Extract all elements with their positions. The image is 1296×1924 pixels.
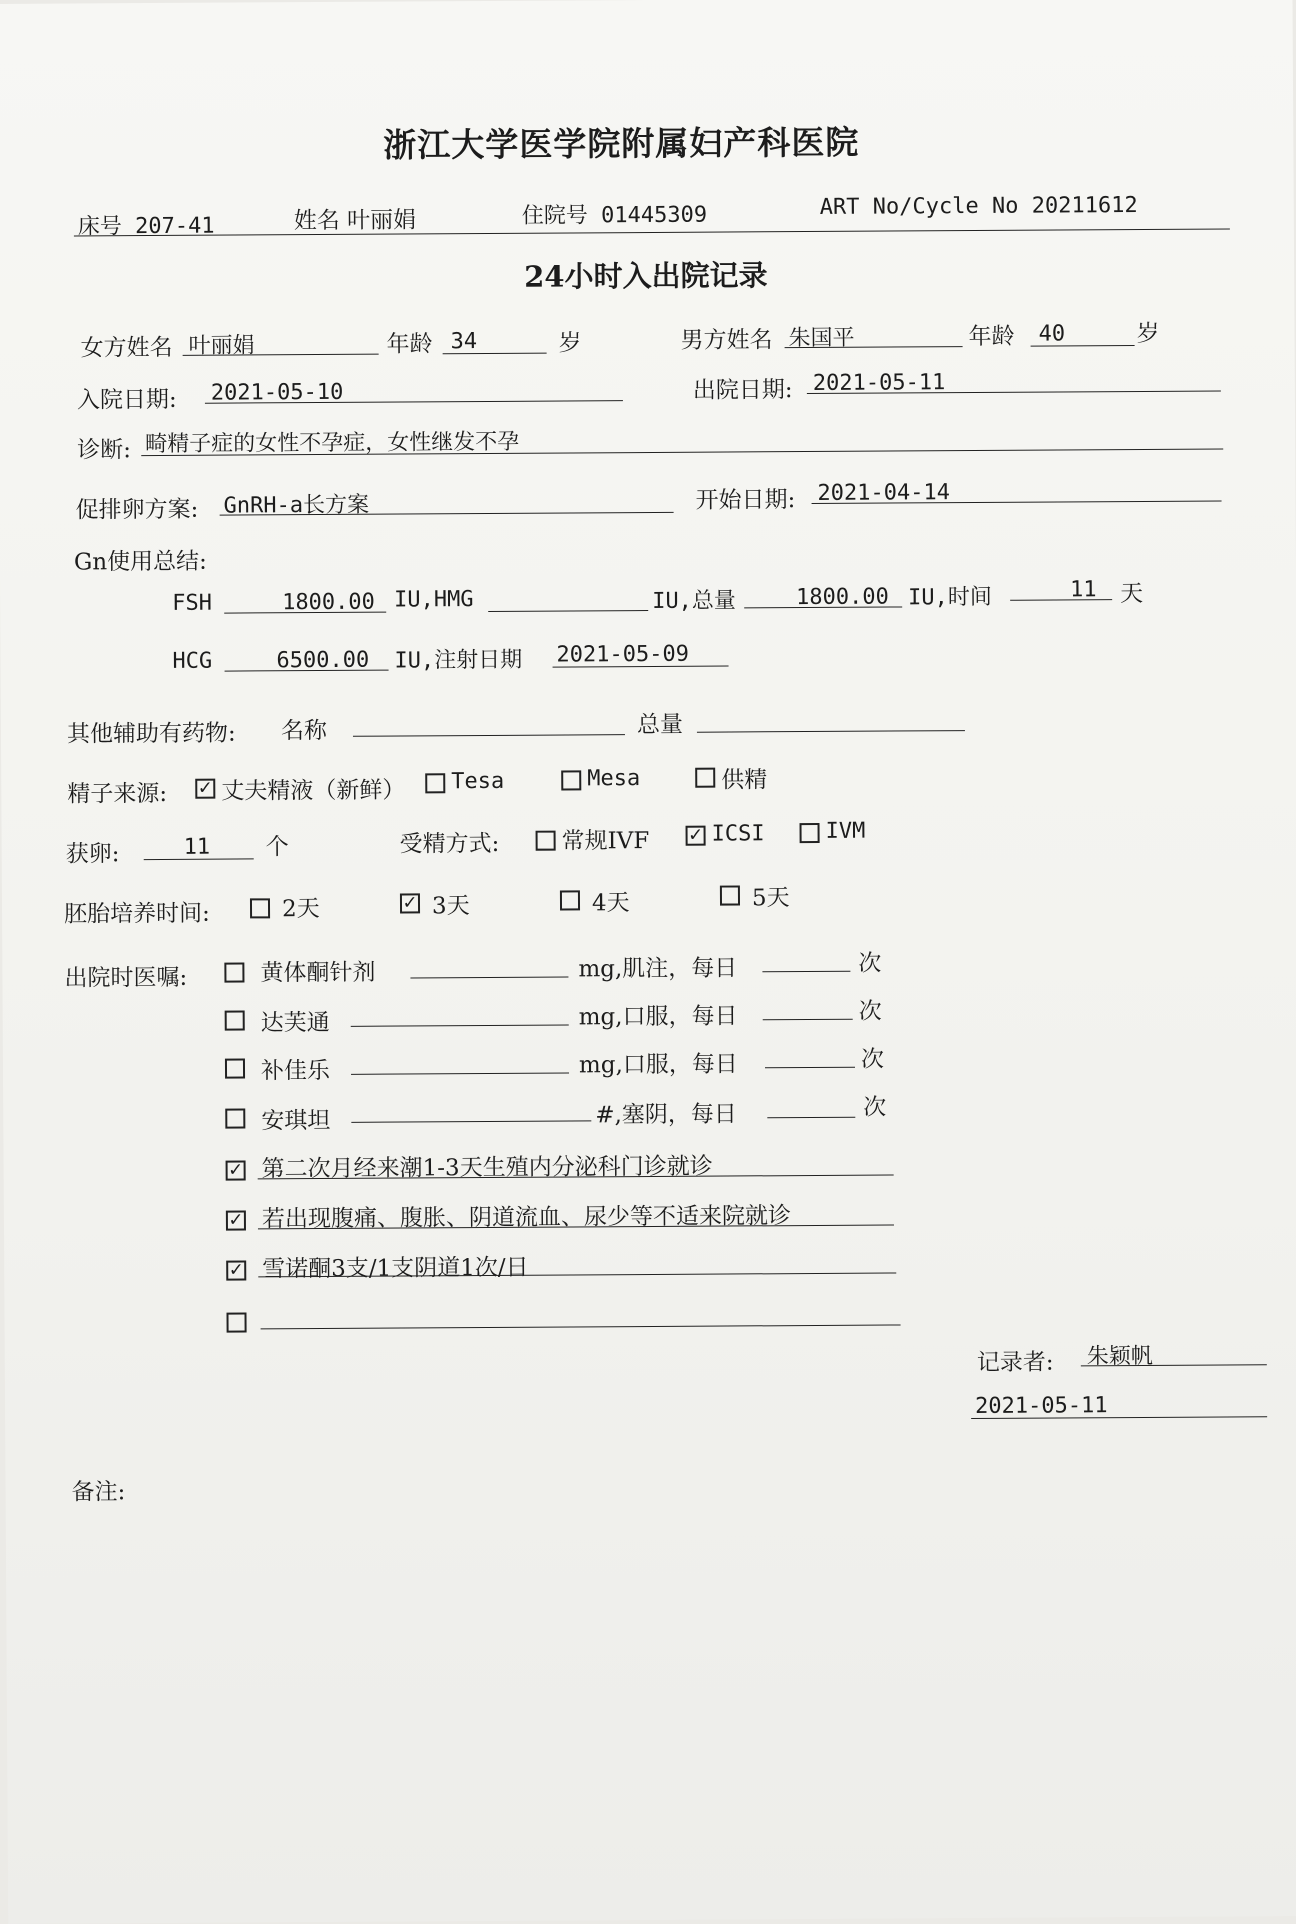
gn-summary-label: Gn使用总结: — [73, 548, 207, 576]
sperm-option-checkbox[interactable] — [425, 773, 445, 793]
fsh-label: FSH — [172, 590, 212, 616]
fert-option-label: 常规IVF — [561, 827, 650, 855]
female-name-value[interactable]: 叶丽娟 — [188, 333, 255, 359]
other-drugs-name-line — [353, 734, 625, 737]
female-name-label: 女方姓名 — [80, 334, 173, 362]
admit-date-value[interactable]: 2021-05-10 — [210, 379, 344, 406]
orders-label: 出院时医嘱: — [64, 964, 188, 992]
med-name: 补佳乐 — [260, 1057, 331, 1085]
fsh-value[interactable]: 1800.00 — [282, 589, 375, 616]
sperm-option-checkbox[interactable] — [695, 768, 715, 788]
remarks-label: 备注: — [71, 1479, 126, 1506]
med-freq: 次 — [858, 998, 882, 1025]
admit-date-label: 入院日期: — [76, 386, 177, 414]
sperm-option-checkbox[interactable] — [195, 779, 215, 799]
med-unit: mg,肌注，每日 — [578, 955, 738, 983]
eggs-unit: 个 — [265, 834, 289, 861]
header-rule — [74, 228, 1230, 236]
note-text[interactable]: 雪诺酮3支/1支阴道1次/日 — [262, 1254, 529, 1283]
med-unit: mg,口服，每日 — [578, 1003, 738, 1031]
male-name-value[interactable]: 朱国平 — [788, 325, 855, 352]
culture-option-checkbox[interactable] — [720, 885, 740, 905]
iu-hmg-label: IU,HMG — [394, 587, 474, 613]
culture-option-label: 4天 — [591, 890, 630, 917]
fert-option-checkbox[interactable] — [800, 823, 820, 843]
discharge-date-value[interactable]: 2021-05-11 — [812, 370, 946, 396]
start-date-value[interactable]: 2021-04-14 — [817, 480, 951, 506]
culture-label: 胚胎培养时间: — [63, 900, 210, 928]
note-text[interactable]: 第二次月经来潮1-3天生殖内分泌科门诊就诊 — [261, 1153, 713, 1183]
recorder-name[interactable]: 朱颖帆 — [1086, 1343, 1153, 1370]
discharge-date-label: 出院日期: — [692, 377, 793, 404]
med-freq: 次 — [858, 950, 882, 977]
protocol-label: 促排卵方案: — [75, 496, 199, 524]
recorder-name-line — [1081, 1364, 1267, 1366]
culture-option-label: 3天 — [431, 893, 470, 920]
sperm-source-label: 精子来源: — [67, 780, 168, 808]
note-text[interactable]: 若出现腹痛、腹胀、阴道流血、尿少等不适来院就诊 — [261, 1203, 791, 1233]
other-drugs-name-label: 名称 — [280, 717, 328, 745]
culture-option-checkbox[interactable] — [250, 898, 270, 918]
recorder-label: 记录者: — [976, 1349, 1054, 1377]
other-drugs-total-line — [697, 730, 965, 733]
bed-label: 床号 — [77, 214, 122, 240]
med-freq-line — [762, 971, 850, 973]
note-checkbox[interactable] — [226, 1160, 246, 1180]
inject-date-line — [553, 666, 729, 668]
culture-option-label: 5天 — [751, 885, 790, 912]
sperm-option-label: 供精 — [721, 767, 768, 794]
hmg-line — [488, 610, 648, 612]
sperm-option-checkbox[interactable] — [561, 770, 581, 790]
fert-option-checkbox[interactable] — [536, 831, 556, 851]
bed-value: 207-41 — [135, 213, 215, 240]
note-checkbox[interactable] — [226, 1312, 246, 1332]
eggs-label: 获卵: — [65, 841, 120, 868]
record-date[interactable]: 2021-05-11 — [975, 1393, 1108, 1420]
total-value[interactable]: 1800.00 — [796, 584, 889, 611]
female-name-line — [183, 354, 379, 356]
med-freq-line — [763, 1019, 853, 1021]
med-freq-line — [765, 1067, 855, 1069]
med-freq-line — [767, 1117, 855, 1119]
female-age-unit: 岁 — [558, 330, 582, 357]
protocol-value[interactable]: GnRH-a长方案 — [223, 492, 370, 519]
other-drugs-label: 其他辅助有药物: — [66, 720, 236, 748]
sperm-option-label: Mesa — [587, 766, 641, 792]
days-value[interactable]: 11 — [1070, 577, 1097, 603]
med-name: 黄体酮针剂 — [260, 959, 376, 987]
diagnosis-label: 诊断: — [77, 437, 132, 464]
culture-option-checkbox[interactable] — [400, 893, 420, 913]
art-value: 20211612 — [1031, 193, 1138, 219]
female-age-line — [443, 353, 547, 355]
female-age-value[interactable]: 34 — [450, 329, 478, 355]
hcg-label: HCG — [172, 648, 213, 674]
culture-option-label: 2天 — [281, 896, 320, 923]
iu-inject-label: IU,注射日期 — [394, 647, 523, 674]
sperm-option-label: Tesa — [451, 768, 505, 795]
hcg-value[interactable]: 6500.00 — [276, 647, 370, 674]
med-unit: #,塞阴，每日 — [595, 1101, 737, 1129]
eggs-value[interactable]: 11 — [183, 834, 211, 860]
start-date-label: 开始日期: — [695, 487, 796, 514]
male-age-unit: 岁 — [1136, 320, 1160, 348]
day-unit: 天 — [1120, 580, 1144, 608]
name-value: 叶丽娟 — [347, 207, 417, 234]
med-freq: 次 — [863, 1094, 887, 1121]
inject-date-value[interactable]: 2021-05-09 — [556, 641, 690, 668]
admission-no-value: 01445309 — [600, 202, 708, 229]
fert-option-checkbox[interactable] — [686, 826, 706, 846]
note-checkbox[interactable] — [226, 1210, 246, 1230]
art-label: ART No/Cycle No — [819, 193, 1019, 220]
male-age-value[interactable]: 40 — [1038, 321, 1066, 347]
male-age-line — [1031, 345, 1135, 347]
female-age-label: 年龄 — [386, 331, 433, 358]
fert-option-label: ICSI — [711, 821, 765, 847]
med-dose-line — [351, 1024, 569, 1026]
iu-total-label: IU,总量 — [652, 588, 736, 614]
med-unit: mg,口服，每日 — [578, 1051, 738, 1079]
admission-no-label: 住院号 — [521, 203, 588, 229]
culture-option-checkbox[interactable] — [560, 890, 580, 910]
med-dose-line — [351, 1120, 591, 1122]
sperm-option-label: 丈夫精液（新鲜） — [221, 777, 406, 805]
days-line — [1010, 599, 1112, 601]
med-dose-line — [351, 1072, 569, 1074]
male-age-label: 年龄 — [968, 323, 1015, 351]
med-checkbox[interactable] — [225, 1058, 245, 1078]
diagnosis-value[interactable]: 畸精子症的女性不孕症，女性继发不孕 — [145, 429, 520, 458]
name-field — [294, 201, 417, 235]
male-name-line — [785, 346, 963, 348]
other-drugs-total-label: 总量 — [636, 711, 683, 739]
med-checkbox[interactable] — [225, 1108, 245, 1128]
med-name: 达芙通 — [260, 1009, 330, 1037]
art-field — [820, 193, 1138, 220]
fert-label: 受精方式: — [399, 830, 500, 858]
med-freq: 次 — [860, 1046, 885, 1073]
med-checkbox[interactable] — [224, 962, 244, 982]
eggs-line — [144, 858, 254, 860]
iu-time-label: IU,时间 — [908, 584, 992, 611]
name-label: 姓名 — [293, 207, 340, 235]
admission-no-field — [522, 198, 707, 230]
hospital-title: 浙江大学医学院附属妇产科医院 — [383, 122, 860, 165]
male-name-label: 男方姓名 — [680, 327, 773, 354]
med-checkbox[interactable] — [225, 1010, 245, 1030]
med-dose-line — [410, 976, 568, 978]
note-line — [261, 1324, 901, 1329]
med-name: 安琪坦 — [261, 1107, 331, 1135]
note-checkbox[interactable] — [226, 1260, 246, 1280]
record-title: 24小时入出院记录 — [524, 258, 768, 294]
fert-option-label: IVM — [825, 818, 866, 844]
